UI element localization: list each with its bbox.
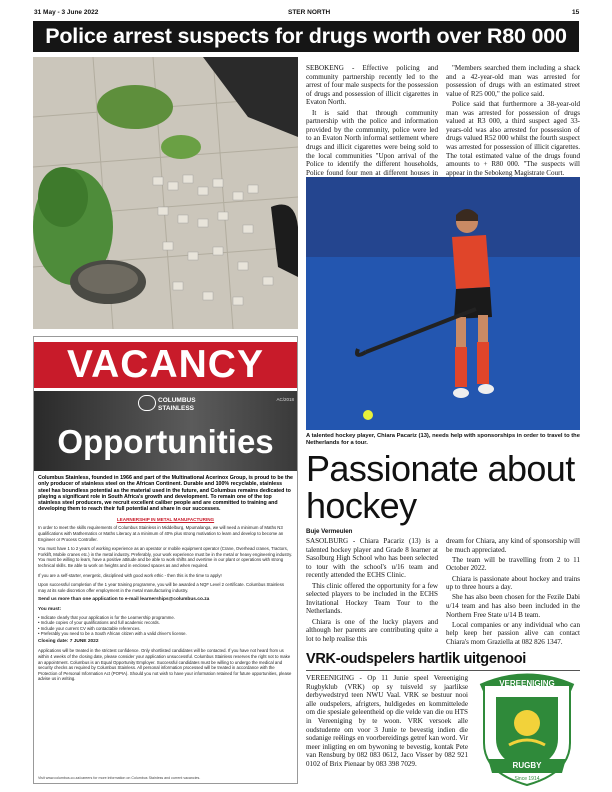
vacancy-advert [33, 336, 298, 784]
opportunities-heading: Opportunities [57, 423, 274, 460]
logo-rugby-text: RUGBY [512, 761, 542, 770]
logo-club-name: VEREENIGING [499, 679, 555, 688]
advert-paragraph: Upon successful completion of the 1 year training programme, you will be awarded a NQF Level 2 certificate. Columbus Stainless may at its sole discretion offer employment in the metal manufacturing industry. [38, 582, 284, 593]
hockey-headline: Passionate about hockey [306, 448, 575, 526]
page-number: 15 [572, 9, 580, 16]
company-name: COLUMBUS STAINLESS [158, 397, 196, 412]
advert-paragraph: If you are a self-starter, energetic, disciplined with good work ethic - then this is the time to apply! [38, 572, 222, 578]
drugs-paragraph: "Members searched them including a shack and a 42-year-old man was arrested for possession of drugs with an estimated street value of R25 000," the police said. [446, 64, 580, 98]
advert-lead: Columbus Stainless, founded in 1966 and part of the Multinational Acerinox Group, is proud to be the only producer of stainless steel on the African Continent. Durable and 100% recyclable, stainless steel has boundless potential as the material used in the future, and Columbus remains dedicated to playing a significant role in South Africa's growth and development. To remain one of the top stainless steel producers, we recruit excellent caliber people and are committed to training and developing them to reach their full potential and share in our successes. [38, 475, 293, 513]
vrk-article [306, 674, 468, 786]
advert-paragraph: Applications will be treated in the strictest confidence. Only shortlisted candidates will be contacted. If you have not heard from us within 4 weeks of the closing date, please consider your application unsuccessful. Columbus Stainless reserves the right not to make an appointment. Columbus is an Equal Opportunity Employer. Successful candidates must be willing to undergo the medical and security checks as required by Columbus Stainless. All personal information processed will be treated in accordance with the Protection of Personal Information Act (POPIA). Should you not wish to have your information retained for future opportunities, please advise us in writing. [38, 648, 292, 682]
drugs-article-col2 [446, 64, 580, 177]
advert-footer: Visit www.columbus.co.za/careers for more information on Columbus Stainless and current vacancies. [38, 776, 201, 780]
advert-body [38, 475, 293, 686]
hockey-photo-caption: A talented hockey player, Chiara Pacariz (13), needs help with sponsorships in order to travel to the Netherlands for a tour. [306, 433, 580, 446]
hockey-byline: Buje Vermeulen [306, 528, 353, 535]
requirements-title: You must: [38, 606, 62, 612]
hockey-photo [306, 177, 580, 430]
hockey-paragraph: Chiara is one of the lucky players and although her parents are contributing quite a lot to help realise this [306, 617, 438, 643]
hockey-paragraph: She has also been chosen for the Fezile Dabi u/14 team and has also been included in the Northern Free State u/14 B team. [446, 593, 580, 619]
hockey-paragraph: dream for Chiara, any kind of sponsorship will be much appreciated. [446, 537, 580, 554]
drugs-article-col1 [306, 64, 438, 177]
issue-date: 31 May - 3 June 2022 [34, 9, 99, 16]
divider [306, 670, 580, 671]
paper-name: STER NORTH [288, 9, 331, 16]
drugs-headline: Police arrest suspects for drugs worth over R80 000 [33, 21, 579, 52]
vrk-paragraph: VEREENIGING - Op 11 Junie speel Vereeniging Rugbyklub (VRK) op sy tuisveld sy jaarlikse derbywedstryd teen NWU Vaal. VRK se bestuur nooi alle oudspelers, afrigters, huldigedes en kommittelede om die spesiale geleentheid op die velde van die ou HTS in Vereeniging by te woon. VRK versoek alle oudstudente om voor 3 Junie te bevestig indien die sodanige reëlings en voorbereidings getref kan word. Vir meer inligting en om bywoning te bevestig, kontak Pete van Rensburg by 082 083 0612, Jaco Visser by 082 921 0102 of Brix Pienaar by 083 398 7029. [306, 674, 468, 768]
hockey-article-col1 [306, 537, 438, 647]
closing-date: Closing date: 7 JUNE 2022 [38, 638, 99, 644]
drugs-paragraph: SEBOKENG - Effective policing and community partnership recently led to the arrest of four male suspects for the possession of drugs and possession of illicit cigarettes in Evaton North. [306, 64, 438, 107]
apply-email: Send us more than one application to e-mail learnerships@columbus.co.za [38, 597, 210, 603]
drugs-photo [33, 57, 298, 329]
vereeniging-rugby-logo [474, 673, 580, 787]
advert-side-text: AC/2018 [276, 397, 294, 402]
drugs-paragraph: It is said that through community partnership with the police and information provided by the community, police were led to an Evaton North informal settlement where drugs and illicit cigarettes were being sold to the local communities "Upon arrival of the Police to identify the different households, Police found four men at different houses in [306, 108, 438, 177]
logo-since-text: Since 1914 [514, 776, 540, 782]
requirement-item: • Preferably you need to be a South African citizen with a valid driver's license. [38, 631, 293, 637]
hockey-paragraph: Chiara is passionate about hockey and trains up to three hours a day. [446, 574, 580, 592]
company-logo-icon [138, 395, 156, 411]
hockey-paragraph: This clinic offered the opportunity for a few selected players to be included in the ECHS Invitational Hockey Team Tour to the Netherlands. [306, 581, 438, 616]
learnership-title: LEARNERSHIP IN METAL MANUFACTURING [116, 516, 215, 522]
hockey-paragraph: SASOLBURG - Chiara Pacariz (13) is a talented hockey player and Grade 8 learner at Sasolburg High School who has been selected to tour with the school's u/16 team and recently attended the ECHS Clinic. [306, 537, 438, 580]
requirement-item: • Include copies of your qualifications and full academic records. [38, 620, 293, 626]
hockey-paragraph: Local companies or any individual who can help keep her passion alive can contact Chiara's mom Graziella at 082 826 1347. [446, 620, 580, 646]
hockey-article-col2 [446, 537, 580, 647]
advert-paragraph: In order to meet the skills requirements of Columbus Stainless in Middelburg, Mpumalanga, we will need a minimum of Maths N3 qualifications with Mathematics or Maths Literacy at a minimum of 40% plus strong motivation to learn and develop to become an Engineer or Process Controller. [38, 525, 284, 542]
requirements-list [38, 615, 293, 637]
drugs-paragraph: Police said that furthermore a 38-year-old man was arrested for possession of drugs valued at R3 000, a third suspect aged 33-years-old was also arrested for possession of drugs valued R52 000 whilst the fourth suspect was arrested for possession of illicit cigarettes. The total estimated value of the drugs found amounts to + R80 000. "The suspects will appear in the Sebokeng Magistrate Court. [446, 99, 580, 177]
hockey-paragraph: The team will be travelling from 2 to 11 October 2022. [446, 555, 580, 573]
requirement-item: • Include your current CV with contactable references. [38, 626, 293, 632]
vacancy-heading: VACANCY [34, 342, 297, 388]
requirement-item: • Indicate clearly that your application is for the Learnership programme. [38, 615, 293, 621]
advert-paragraph: You must have 1 to 2 years of working experience as an operator or mobile equipment operator (Crane, Overhead cranes, Tractors, Forklift, Mobile cranes etc.) in the metal industry. Preferably, your work experience must be in the metal or heavy engineering industry. You must be willing to learn, have a positive attitude and be able to work shifts and overtime in our plant or operations with strong technical skills. Be able to work on heights and in enclosed spaces as and when required. [38, 546, 293, 568]
vrk-headline: VRK-oudspelers hartlik uitgenooi [306, 651, 527, 667]
